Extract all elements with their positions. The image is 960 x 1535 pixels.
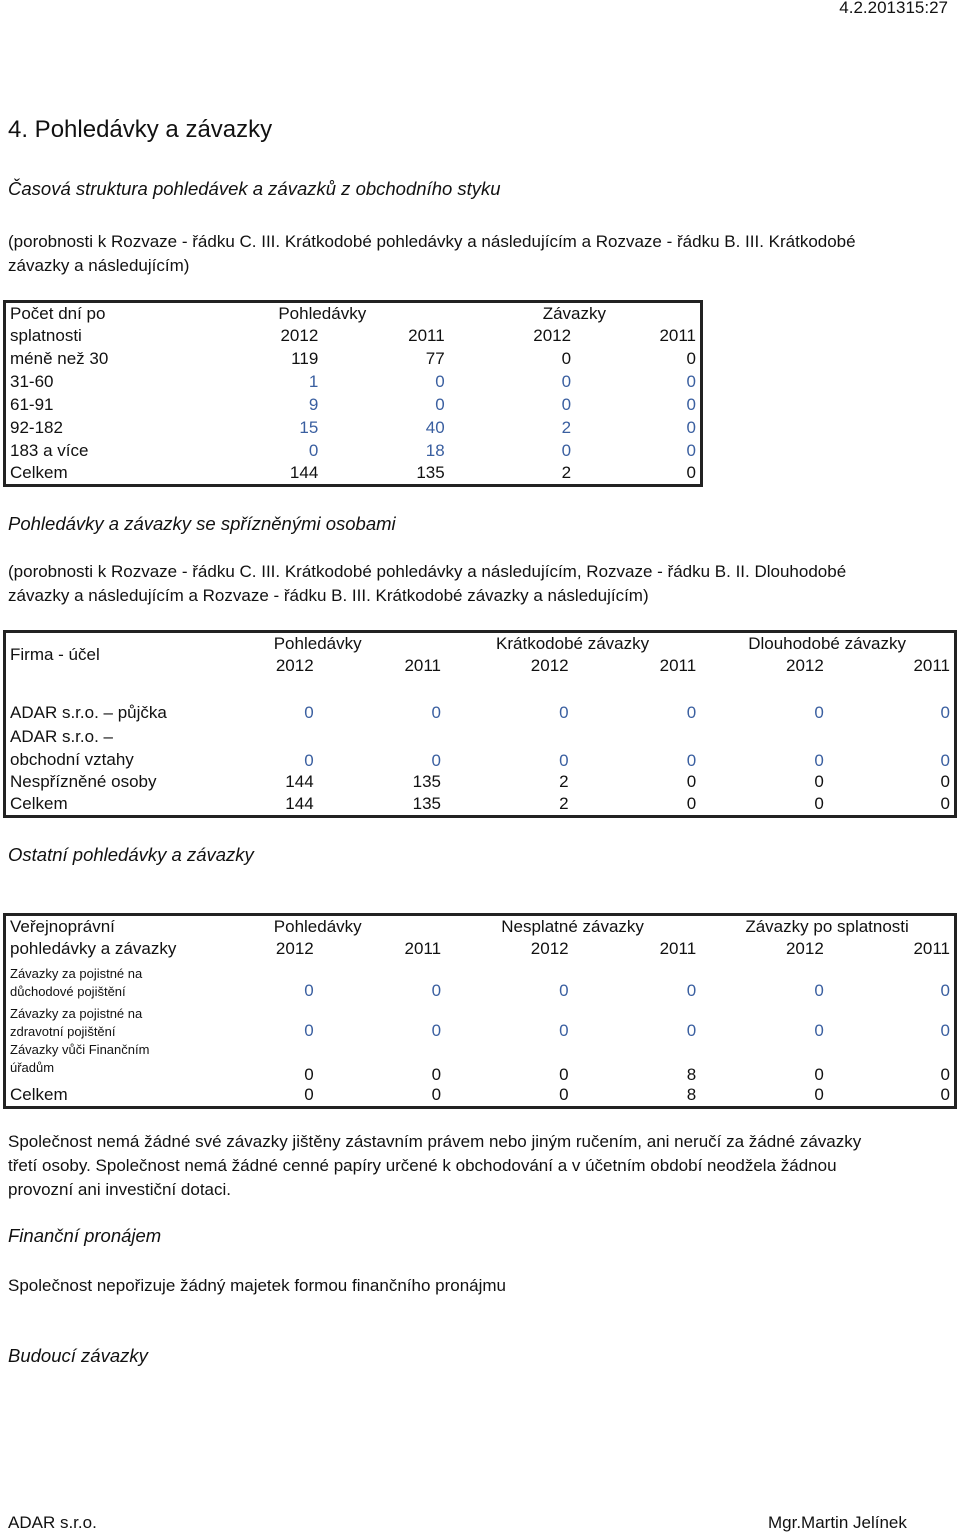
table-row	[5, 961, 956, 1001]
cell-value: 1	[308, 372, 319, 391]
cell-value: 40	[425, 418, 445, 437]
cell-value: 119	[291, 349, 319, 368]
row-label-line: důchodové pojištění	[10, 983, 126, 999]
group-zavazky: Závazky	[542, 303, 606, 323]
cell-value: 0	[431, 1085, 442, 1105]
cell-value: 0	[304, 980, 314, 1000]
group-short-term: Krátkodobé závazky	[496, 633, 650, 653]
paragraph-2: Společnost nepořizuje žádný majetek formou finančního pronájmu	[8, 1276, 507, 1295]
row-label: ADAR s.r.o. – půjčka	[10, 703, 167, 722]
cell-value: 0	[686, 463, 696, 483]
table-row	[5, 725, 956, 771]
cell-value: 0	[686, 703, 697, 722]
cell-value: 0	[814, 772, 824, 791]
note-2-line-1: (porobnosti k Rozvaze - řádku C. III. Krátkodobé pohledávky a následujícím, Rozvaze - řádku B. II. Dlouhodobé	[8, 562, 847, 581]
year-header: 2012	[275, 939, 314, 958]
cell-value: 0	[940, 980, 950, 1000]
year-header: 2012	[786, 656, 824, 675]
table-time-structure	[3, 300, 703, 487]
paragraph-1-line-3: provozní ani investiční dotaci.	[8, 1180, 232, 1199]
section-title: 4. Pohledávky a závazky	[8, 116, 273, 143]
row-label-line: ADAR s.r.o. –	[10, 726, 113, 746]
cell-value: 0	[559, 1085, 569, 1105]
cell-value: 144	[285, 794, 314, 814]
table-row	[5, 1001, 956, 1041]
cell-value: 0	[940, 1064, 950, 1084]
cell-value: 0	[814, 1064, 824, 1084]
col-label-days: Počet dní po	[10, 303, 106, 323]
cell-value: 0	[940, 772, 950, 791]
cell-value: 144	[285, 772, 314, 791]
subtitle-time-structure: Časová struktura pohledávek a závazků z obchodního styku	[8, 178, 501, 199]
cell-value: 0	[814, 1020, 824, 1040]
cell-value: 0	[559, 703, 569, 722]
cell-value: 0	[561, 395, 572, 414]
footer-author: Mgr.Martin Jelínek	[768, 1513, 907, 1532]
cell-value: 18	[425, 441, 445, 460]
table-row	[5, 702, 956, 725]
cell-value: 0	[686, 418, 696, 437]
footer-company: ADAR s.r.o.	[8, 1513, 97, 1532]
table-row-total	[5, 1085, 956, 1108]
year-header: 2011	[408, 326, 445, 345]
cell-value: 0	[814, 750, 824, 770]
subtitle-other: Ostatní pohledávky a závazky	[8, 844, 254, 865]
cell-value: 0	[435, 395, 445, 414]
year-header: 2012	[530, 656, 569, 675]
subtitle-financial-lease: Finanční pronájem	[8, 1225, 162, 1246]
cell-value: 0	[686, 372, 696, 391]
cell-value: 0	[686, 395, 696, 414]
table-row	[5, 394, 702, 417]
subtitle-related-parties: Pohledávky a závazky se spřízněnými osobami	[8, 513, 396, 534]
cell-value: 0	[304, 1064, 314, 1084]
row-label: 61-91	[10, 395, 54, 414]
group-overdue: Závazky po splatnosti	[745, 916, 909, 936]
paragraph-1-line-2: třetí osoby. Společnost nemá žádné cenné papíry určené k obchodování a v účetním období neodžela žádnou	[8, 1156, 837, 1175]
cell-value: 0	[814, 980, 824, 1000]
table-row	[5, 417, 702, 440]
cell-value: 0	[431, 980, 442, 1000]
year-header: 2011	[659, 326, 696, 345]
cell-value: 144	[289, 463, 319, 483]
cell-value: 0	[431, 750, 441, 770]
table-row	[5, 771, 956, 794]
cell-value: 0	[686, 441, 696, 460]
cell-value: 0	[686, 794, 697, 814]
row-label: Celkem	[10, 794, 68, 814]
cell-value: 8	[686, 1085, 697, 1105]
year-header: 2011	[404, 939, 442, 958]
group-long-term: Dlouhodobé závazky	[748, 633, 907, 653]
cell-value: 0	[431, 1064, 442, 1084]
cell-value: 2	[561, 463, 572, 483]
cell-value: 9	[308, 395, 319, 414]
year-header: 2012	[280, 326, 319, 345]
year-header: 2011	[659, 939, 697, 958]
cell-value: 0	[940, 1085, 950, 1105]
cell-value: 0	[559, 980, 569, 1000]
cell-value: 0	[814, 703, 824, 722]
cell-value: 0	[686, 750, 697, 770]
table-related-parties	[3, 630, 957, 818]
cell-value: 135	[412, 794, 441, 814]
cell-value: 2	[559, 794, 569, 814]
cell-value: 0	[814, 794, 824, 814]
group-pohledavky: Pohledávky	[278, 303, 367, 323]
cell-value: 0	[940, 750, 950, 770]
cell-value: 0	[304, 1085, 314, 1105]
timestamp: 4.2.201315:27	[839, 0, 948, 17]
cell-value: 0	[686, 1020, 697, 1040]
table-row	[5, 371, 702, 394]
row-label	[5, 961, 191, 1001]
note-1-line-1: (porobnosti k Rozvaze - řádku C. III. Krátkodobé pohledávky a následujícím a Rozvaze - řádku B. III. Krátkodobé	[8, 232, 856, 251]
cell-value: 0	[940, 703, 950, 722]
cell-value: 0	[431, 1020, 442, 1040]
cell-value: 0	[814, 1085, 824, 1105]
row-label-line: Závazky za pojistné na	[10, 1005, 143, 1021]
cell-value: 0	[559, 750, 569, 770]
row-label: méně než 30	[10, 349, 109, 368]
year-header: 2012	[533, 326, 572, 345]
cell-value: 135	[412, 772, 441, 791]
cell-value: 0	[559, 1020, 569, 1040]
row-label-line: Závazky vůči Finančním	[10, 1041, 150, 1057]
row-label: 31-60	[10, 372, 54, 391]
row-label-line: Závazky za pojistné na	[10, 965, 143, 981]
cell-value: 0	[561, 349, 572, 368]
table-public-law	[3, 913, 957, 1109]
year-header: 2012	[275, 656, 314, 675]
year-header: 2011	[659, 656, 697, 675]
cell-value: 0	[686, 980, 697, 1000]
cell-value: 0	[304, 1020, 314, 1040]
cell-value: 0	[304, 703, 314, 722]
cell-value: 2	[561, 418, 572, 437]
note-1-line-2: závazky a následujícím)	[8, 256, 190, 275]
cell-value: 15	[299, 418, 319, 437]
table-row-total	[5, 794, 956, 817]
cell-value: 77	[425, 349, 445, 368]
year-header: 2011	[404, 656, 441, 675]
cell-value: 2	[559, 772, 569, 791]
row-label-line: obchodní vztahy	[10, 749, 134, 769]
year-header: 2011	[913, 939, 950, 958]
row-label-line: zdravotní pojištění	[10, 1023, 116, 1039]
group-unpaid: Nesplatné závazky	[501, 916, 644, 936]
cell-value: 0	[561, 372, 572, 391]
row-label: Celkem	[10, 463, 68, 483]
cell-value: 0	[940, 1020, 950, 1040]
table-row-total	[5, 463, 702, 486]
row-label: 183 a více	[10, 441, 89, 460]
cell-value: 0	[686, 349, 696, 368]
cell-value: 0	[308, 441, 319, 460]
cell-value: 0	[304, 750, 314, 770]
group-pohledavky: Pohledávky	[273, 916, 362, 936]
group-pohledavky: Pohledávky	[273, 633, 362, 653]
cell-value: 0	[561, 441, 572, 460]
col-label-public-2: pohledávky a závazky	[10, 939, 177, 958]
table-row	[5, 348, 702, 371]
year-header: 2012	[530, 939, 569, 958]
paragraph-1-line-1: Společnost nemá žádné své závazky jištěny zástavním právem nebo jiným ručením, ani neručí za žádné závazky	[8, 1132, 862, 1151]
subtitle-future-liabilities: Budoucí závazky	[8, 1345, 148, 1366]
table-row	[5, 440, 702, 463]
cell-value: 0	[940, 794, 950, 814]
cell-value: 8	[686, 1064, 697, 1084]
col-label-firm: Firma - účel	[10, 645, 100, 665]
row-label	[5, 1041, 191, 1085]
row-label: Nespřízněné osoby	[10, 772, 157, 791]
cell-value: 0	[686, 772, 697, 791]
col-label-maturity: splatnosti	[10, 326, 82, 345]
cell-value: 0	[431, 703, 441, 722]
row-label-line: úřadům	[10, 1059, 55, 1075]
table-row	[5, 1041, 956, 1085]
row-label	[5, 725, 191, 771]
row-label	[5, 1001, 191, 1041]
col-label-public: Veřejnoprávní	[10, 916, 115, 936]
cell-value: 0	[559, 1064, 569, 1084]
row-label: 92-182	[10, 418, 63, 437]
note-2-line-2: závazky a následujícím a Rozvaze - řádku B. III. Krátkodobé závazky a následujícím)	[8, 586, 649, 605]
cell-value: 0	[435, 372, 445, 391]
year-header: 2012	[785, 939, 824, 958]
cell-value: 135	[416, 463, 445, 483]
row-label: Celkem	[10, 1085, 68, 1105]
year-header: 2011	[913, 656, 950, 675]
